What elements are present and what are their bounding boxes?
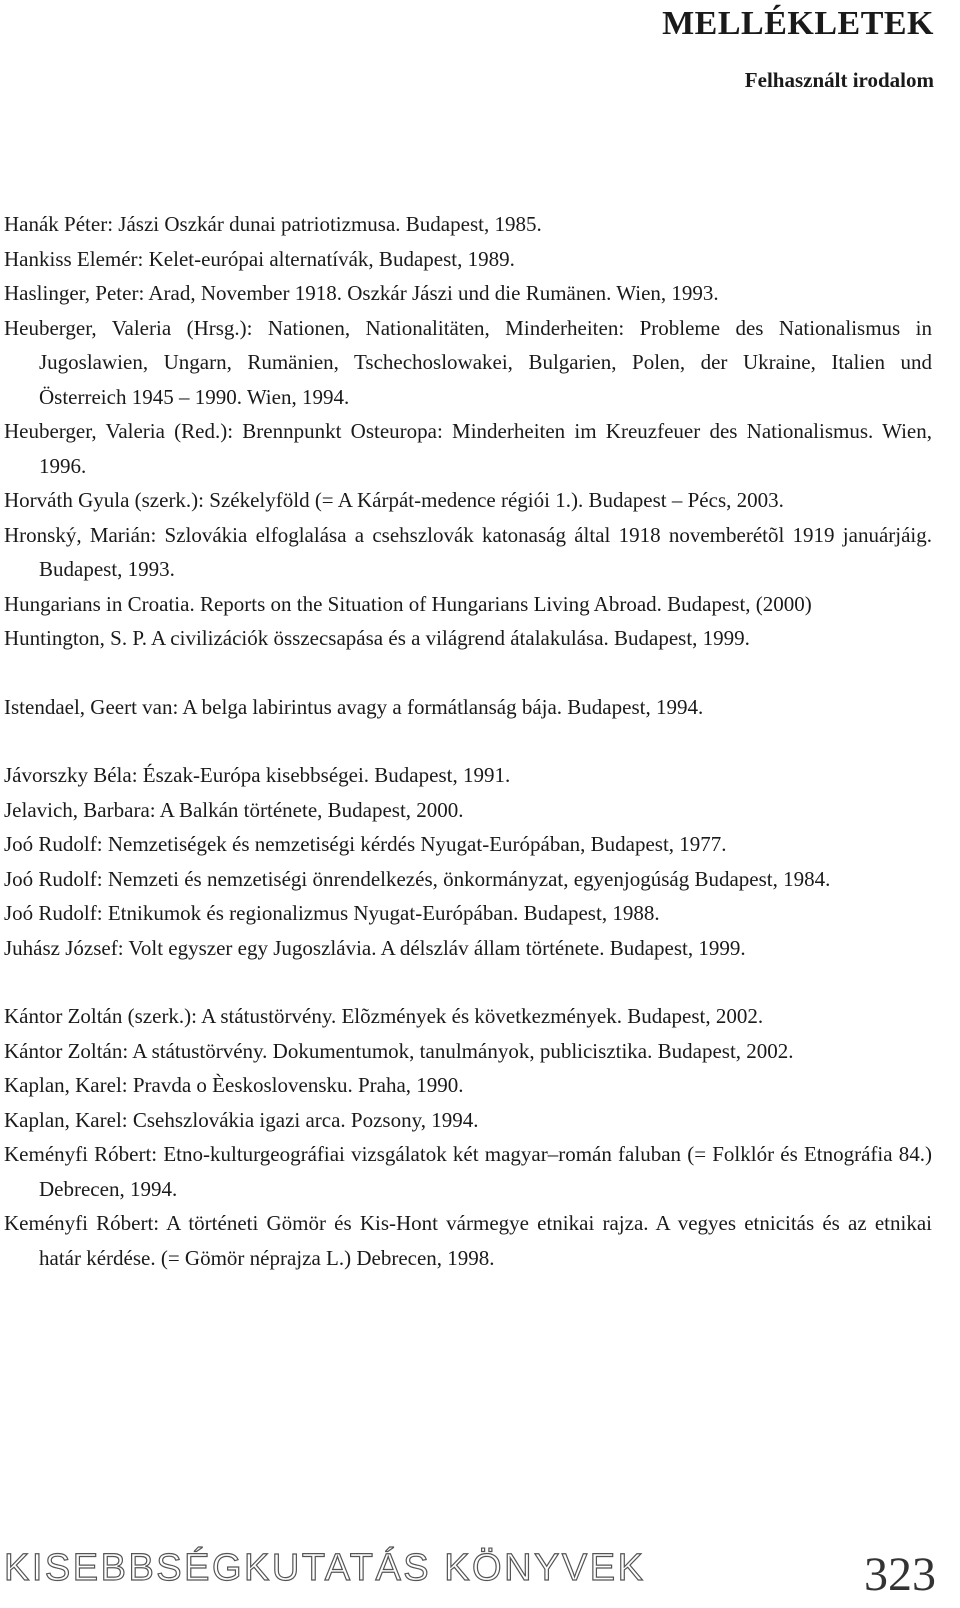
- bibliography-entry: Heuberger, Valeria (Red.): Brennpunkt Osteuropa: Minderheiten im Kreuzfeuer des Nationalismus. Wien, 1996.: [4, 419, 932, 478]
- bibliography-entry: Kántor Zoltán (szerk.): A státustörvény. Elõzmények és következmények. Budapest, 2002.: [4, 1004, 764, 1028]
- bibliography-entry: Joó Rudolf: Nemzetiségek és nemzetiségi kérdés Nyugat-Európában, Budapest, 1977.: [4, 832, 727, 856]
- bibliography-entry: Kaplan, Karel: Csehszlovákia igazi arca. Pozsony, 1994.: [4, 1107, 479, 1132]
- bibliography-entry: Kántor Zoltán: A státustörvény. Dokumentumok, tanulmányok, publicisztika. Budapest, 2002.: [4, 1038, 794, 1063]
- series-name: KISEBBSÉGKUTATÁS KÖNYVEK: [4, 1547, 646, 1589]
- bibliography-entry: Hronský, Marián: Szlovákia elfoglalása a csehszlovák katonaság által 1918 novemberétõl 1919 januárjáig. Budapest, 1993.: [4, 522, 932, 581]
- bibliography-entry: Heuberger, Valeria (Hrsg.): Nationen, Nationalitäten, Minderheiten: Probleme des Nationalismus in Jugoslawien, Ungarn, Rumänien, Tschechoslowakei, Bulgarien, Polen, der Ukraine, Italien und Österreich 1945 – 1990. Wien, 1994.: [4, 315, 932, 409]
- bibliography-entry: Huntington, S. P. A civilizációk összecsapása és a világrend átalakulása. Budapest, 1999.: [4, 626, 750, 650]
- page-header: [662, 0, 934, 92]
- bibliography-list: [4, 207, 932, 1275]
- bibliography-entry: Jávorszky Béla: Észak-Európa kisebbségei. Budapest, 1991.: [4, 763, 511, 787]
- bibliography-entry: Keményfi Róbert: A történeti Gömör és Kis-Hont vármegye etnikai rajza. A vegyes etnicitás és az etnikai határ kérdése. (= Gömör néprajza L.) Debrecen, 1998.: [4, 1211, 932, 1270]
- bibliography-entry: Kaplan, Karel: Pravda o Èeskoslovensku. Praha, 1990.: [4, 1073, 464, 1097]
- page-footer: [0, 1545, 960, 1605]
- section-title: MELLÉKLETEK: [662, 5, 934, 42]
- bibliography-entry: Hankiss Elemér: Kelet-európai alternatívák, Budapest, 1989.: [4, 246, 515, 271]
- bibliography-entry: Keményfi Róbert: Etno-kulturgeográfiai vizsgálatok két magyar–román faluban (= Folklór és Etnográfia 84.) Debrecen, 1994.: [4, 1142, 932, 1201]
- bibliography-entry: Hungarians in Croatia. Reports on the Situation of Hungarians Living Abroad. Budapest, (2000): [4, 591, 812, 616]
- bibliography-entry: Joó Rudolf: Nemzeti és nemzetiségi önrendelkezés, önkormányzat, egyenjogúság Budapest, 1984.: [4, 866, 831, 891]
- bibliography-entry: Istendael, Geert van: A belga labirintus avagy a formátlanság bája. Budapest, 1994.: [4, 694, 704, 719]
- section-subtitle: Felhasznált irodalom: [744, 68, 934, 92]
- bibliography-entry: Haslinger, Peter: Arad, November 1918. Oszkár Jászi und die Rumänen. Wien, 1993.: [4, 281, 719, 305]
- bibliography-entry: Jelavich, Barbara: A Balkán története, Budapest, 2000.: [4, 797, 464, 822]
- bibliography-entry: Hanák Péter: Jászi Oszkár dunai patriotizmusa. Budapest, 1985.: [4, 212, 542, 236]
- bibliography-entry: Juhász József: Volt egyszer egy Jugoszlávia. A délszláv állam története. Budapest, 1999.: [4, 935, 746, 960]
- bibliography-entry: Horváth Gyula (szerk.): Székelyföld (= A Kárpát-medence régiói 1.). Budapest – Pécs, 2003.: [4, 488, 784, 512]
- bibliography-entry: Joó Rudolf: Etnikumok és regionalizmus Nyugat-Európában. Budapest, 1988.: [4, 901, 660, 925]
- page-number: 323: [864, 1548, 936, 1601]
